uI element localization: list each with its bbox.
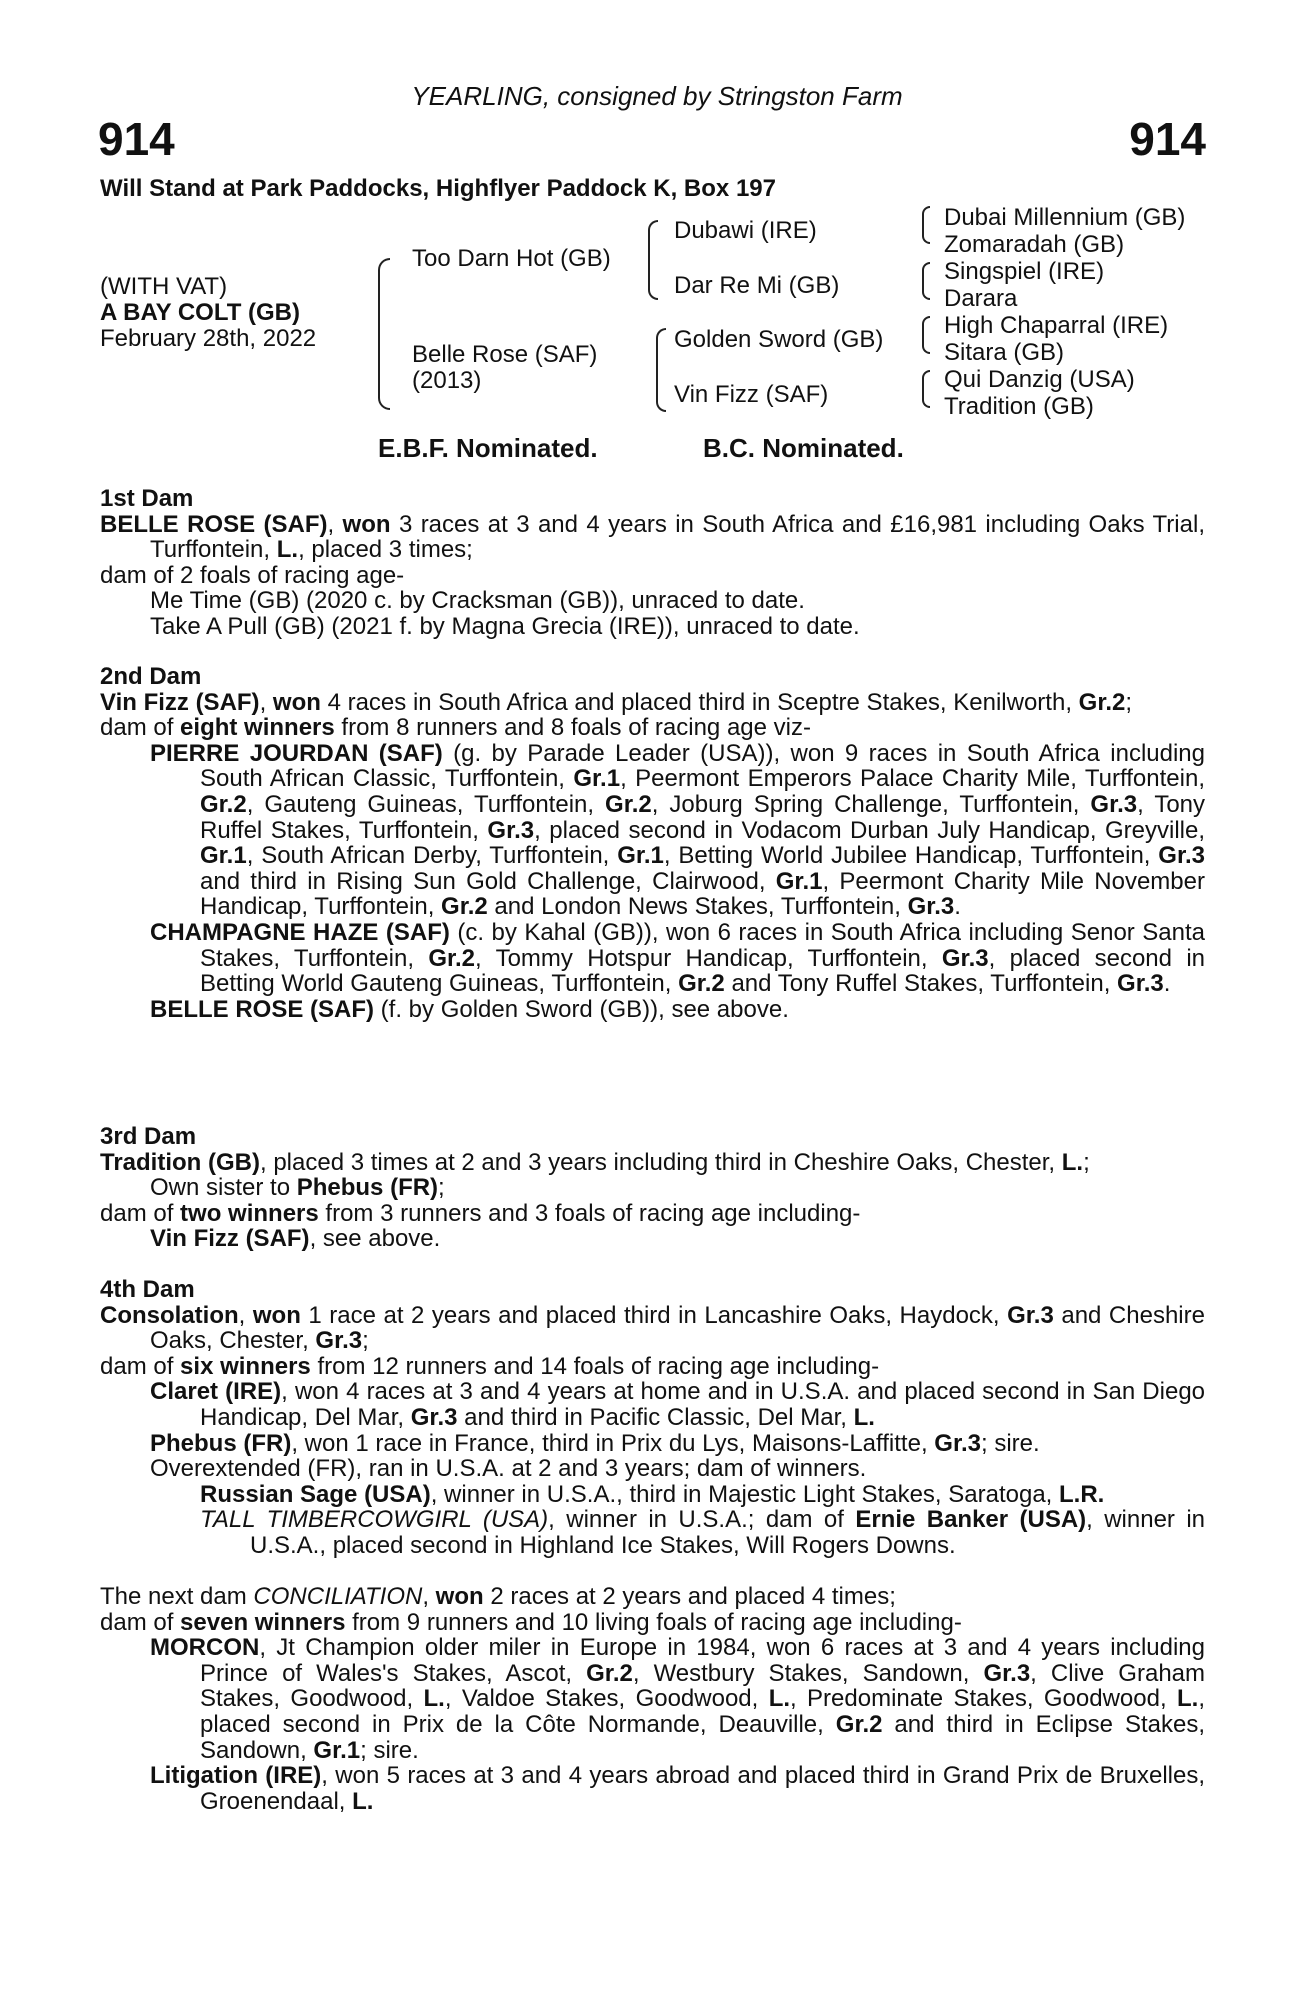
pedigree-dds: Qui Danzig (USA) xyxy=(944,366,1135,393)
second-dam-won: won xyxy=(272,688,321,716)
morcon-name: MORCON xyxy=(150,1634,260,1662)
next-dam-dam-of: dam of xyxy=(100,1608,181,1636)
mo-text-1: , Jt Champion older miler in Europe in 1984, won 6 races at 3 and 4 years including Prince of Wales's Stakes, Ascot, xyxy=(200,1634,1205,1687)
vin-fizz-entry xyxy=(100,1226,1205,1252)
champagne-haze-name: CHAMPAGNE HAZE (SAF) xyxy=(150,918,450,946)
ch-text-4: and Tony Ruffel Stakes, Turffontein, xyxy=(724,970,1118,998)
belle-rose-entry xyxy=(100,997,1205,1023)
russian-sage-name: Russian Sage (USA) xyxy=(200,1480,431,1508)
ch-text-3: , placed second in Betting World Gauteng Guineas, Turffontein, xyxy=(200,944,1205,998)
next-dam-name: CONCILIATION xyxy=(253,1583,423,1610)
pj-text-10: , Peermont Charity Mile November Handicap, Turffontein, xyxy=(200,867,1205,921)
ch-grade-2: Gr.3 xyxy=(941,944,989,972)
pedigree-sds: Singspiel (IRE) xyxy=(944,258,1105,285)
stand-location: Will Stand at Park Paddocks, Highflyer Paddock K, Box 197 xyxy=(100,175,776,202)
pedigree-brace-sd xyxy=(922,262,930,300)
third-dam-text: , placed 3 times at 2 and 3 years including third in Cheshire Oaks, Chester, xyxy=(259,1148,1062,1176)
lot-number-right: 914 xyxy=(1129,113,1206,165)
belle-rose-name: BELLE ROSE (SAF) xyxy=(150,995,375,1023)
ph-text-1: , won 1 race in France, third in Prix du Lys, Maisons-Laffitte, xyxy=(291,1429,935,1457)
next-dam-section xyxy=(100,1584,1205,1814)
third-dam-winners: two winners xyxy=(180,1199,319,1227)
fourth-dam-text3: ; xyxy=(362,1327,369,1355)
sister-pre: Own sister to xyxy=(150,1174,297,1202)
sister-post: ; xyxy=(438,1174,445,1202)
second-dam-dam-of: dam of xyxy=(100,714,181,742)
ch-text-5: . xyxy=(1163,970,1171,998)
pj-text-6: , placed second in Vodacom Durban July Handicap, Greyville, xyxy=(534,816,1205,844)
tt-text-1: , winner in U.S.A.; dam of xyxy=(548,1506,856,1534)
first-dam-foals: dam of 2 foals of racing age- xyxy=(100,561,405,589)
cl-text-1: , won 4 races at 3 and 4 years at home and in U.S.A. and placed second in San Diego Handicap, Del Mar, xyxy=(200,1378,1206,1431)
pedigree-sdd: Darara xyxy=(944,285,1018,312)
pedigree-brace-sire xyxy=(648,220,658,300)
mo-text-2: , Westbury Stakes, Sandown, xyxy=(632,1659,984,1687)
third-dam-listed: L. xyxy=(1061,1148,1084,1176)
pedigree-ddd: Tradition (GB) xyxy=(944,393,1094,420)
mo-grade-3: Gr.2 xyxy=(835,1710,883,1738)
rs-listed: L.R. xyxy=(1059,1480,1105,1508)
third-dam-dam-of: dam of xyxy=(100,1199,181,1227)
next-dam-record xyxy=(100,1584,1205,1610)
pedigree-dss: High Chaparral (IRE) xyxy=(944,312,1169,339)
pedigree-dam-sire: Golden Sword (GB) xyxy=(674,326,884,353)
second-dam-grade: Gr.2 xyxy=(1078,688,1126,716)
first-dam-listed: L. xyxy=(276,536,299,564)
second-dam-produce-summary xyxy=(100,715,1205,741)
ebf-nominated: E.B.F. Nominated. xyxy=(378,433,598,463)
pj-grade-4: Gr.3 xyxy=(1090,790,1138,818)
pj-text-7: , South African Derby, Turffontein, xyxy=(246,842,618,870)
lot-number-left: 914 xyxy=(98,113,175,165)
fourth-dam-grade-2: Gr.3 xyxy=(315,1327,363,1355)
fourth-dam-runners: from 12 runners and 14 foals of racing age including- xyxy=(310,1352,880,1380)
pj-grade-2: Gr.2 xyxy=(200,790,247,818)
fourth-dam-won: won xyxy=(252,1301,301,1329)
pj-text-11: and London News Stakes, Turffontein, xyxy=(487,893,908,921)
pj-grade-11: Gr.3 xyxy=(907,893,955,921)
claret-name: Claret (IRE) xyxy=(150,1378,282,1406)
first-dam-produce-2: Take A Pull (GB) (2021 f. by Magna Grecia (IRE)), unraced to date. xyxy=(150,612,860,640)
pj-text-8: , Betting World Jubilee Handicap, Turffontein, xyxy=(663,842,1159,870)
claret-entry xyxy=(100,1379,1205,1430)
vin-fizz-name: Vin Fizz (SAF) xyxy=(150,1225,310,1253)
mo-text-6: , placed second in Prix de la Côte Normande, Deauville, xyxy=(200,1685,1205,1738)
overextended-entry: Overextended (FR), ran in U.S.A. at 2 and 3 years; dam of winners. xyxy=(150,1455,867,1483)
consigned-line: YEARLING, consigned by Stringston Farm xyxy=(411,81,903,111)
li-listed: L. xyxy=(352,1787,374,1815)
mo-listed-1: L. xyxy=(423,1685,445,1713)
pedigree-brace-ds xyxy=(922,316,930,354)
mo-text-5: , Predominate Stakes, Goodwood, xyxy=(790,1685,1177,1713)
sister-name: Phebus (FR) xyxy=(296,1174,439,1202)
fourth-dam-record: Consolation, won 1 race at 2 years and placed third in Lancashire Oaks, Haydock, Gr.3 and Cheshire Oaks, Chester, Gr.3; xyxy=(100,1301,1205,1355)
third-dam-heading: 3rd Dam xyxy=(100,1123,197,1150)
horse-name: A BAY COLT (GB) xyxy=(100,299,301,326)
second-dam-text: 4 races in South Africa and placed third in Sceptre Stakes, Kenilworth, xyxy=(320,688,1079,716)
li-text-1: , won 5 races at 3 and 4 years abroad and placed third in Grand Prix de Bruxelles, Groenendaal, xyxy=(200,1762,1205,1815)
fourth-dam-grade-1: Gr.3 xyxy=(1007,1301,1054,1329)
ch-grade-1: Gr.2 xyxy=(428,944,476,972)
pj-grade-6: Gr.1 xyxy=(200,842,247,870)
first-dam-produce-1: Me Time (GB) (2020 c. by Cracksman (GB)), unraced to date. xyxy=(150,587,805,615)
russian-sage-entry xyxy=(100,1482,1205,1508)
next-dam-pre: The next dam xyxy=(100,1583,254,1610)
first-dam-name: BELLE ROSE (SAF) xyxy=(100,510,328,538)
pedigree-brace-dd xyxy=(922,370,930,408)
pj-text-1: (g. by Parade Leader (USA)), won 9 races in South Africa including South African Classic, Turffontein, xyxy=(200,739,1206,793)
ph-text-2: ; sire. xyxy=(980,1429,1040,1457)
pedigree-brace-main xyxy=(378,258,390,410)
fourth-dam-winners: six winners xyxy=(180,1352,311,1380)
fourth-dam-text2: and Cheshire Oaks, Chester, xyxy=(150,1301,1205,1355)
pedigree-sire-dam: Dar Re Mi (GB) xyxy=(674,272,840,299)
fourth-dam-dam-of: dam of xyxy=(100,1352,181,1380)
pedigree-brace-dam xyxy=(656,328,666,412)
litigation-name: Litigation (IRE) xyxy=(150,1762,322,1790)
mo-grade-4: Gr.1 xyxy=(313,1736,361,1764)
horse-dob: February 28th, 2022 xyxy=(100,325,317,352)
first-dam-text: 3 races at 3 and 4 years in South Africa and £16,981 including Oaks Trial, Turffontein, xyxy=(150,510,1205,564)
next-dam-text: 2 races at 2 years and placed 4 times; xyxy=(483,1583,896,1610)
fourth-dam-produce-summary xyxy=(100,1354,1205,1380)
pj-text-2: , Peermont Emperors Palace Charity Mile, Turffontein, xyxy=(620,765,1205,793)
pj-text-5: , Tony Ruffel Stakes, Turffontein, xyxy=(200,790,1206,844)
third-dam-sister xyxy=(100,1175,1205,1201)
mo-text-4: , Valdoe Stakes, Goodwood, xyxy=(444,1685,769,1713)
champagne-haze-entry xyxy=(100,920,1205,997)
fourth-dam-text: 1 race at 2 years and placed third in Lancashire Oaks, Haydock, xyxy=(300,1301,1008,1329)
second-dam-heading: 2nd Dam xyxy=(100,663,202,690)
tall-timbercowgirl-name: TALL TIMBERCOWGIRL (USA) xyxy=(200,1506,549,1534)
pedigree-dsd: Sitara (GB) xyxy=(944,339,1065,366)
first-dam-text2: , placed 3 times; xyxy=(298,536,473,564)
third-dam-section xyxy=(100,1124,1205,1252)
pedigree-sire: Too Darn Hot (GB) xyxy=(412,245,611,272)
mo-grade-2: Gr.3 xyxy=(983,1659,1031,1687)
pedigree-brace-ss xyxy=(922,206,930,244)
second-dam-text2: ; xyxy=(1125,688,1133,716)
pj-grade-8: Gr.3 xyxy=(1158,842,1205,870)
second-dam-runners: from 8 runners and 8 foals of racing age viz- xyxy=(334,714,811,742)
pierre-jourdan-entry xyxy=(100,741,1205,920)
next-dam-produce-summary xyxy=(100,1610,1205,1636)
pj-grade-1: Gr.1 xyxy=(573,765,621,793)
next-dam-won: won xyxy=(435,1583,484,1610)
fourth-dam-name: Consolation xyxy=(100,1301,239,1329)
next-dam-winners: seven winners xyxy=(180,1608,346,1636)
second-dam-record: Vin Fizz (SAF), won 4 races in South Africa and placed third in Sceptre Stakes, Kenilworth, Gr.2; xyxy=(100,688,1133,716)
pj-text-3: , Gauteng Guineas, Turffontein, xyxy=(246,790,606,818)
third-dam-name: Tradition (GB) xyxy=(100,1148,260,1176)
phebus-name: Phebus (FR) xyxy=(150,1429,292,1457)
first-dam-record: BELLE ROSE (SAF), won 3 races at 3 and 4 years in South Africa and £16,981 including Oaks Trial, Turffontein, L., placed 3 times; xyxy=(100,510,1205,564)
pj-grade-3: Gr.2 xyxy=(605,790,652,818)
morcon-entry xyxy=(100,1635,1205,1763)
mo-grade-1: Gr.2 xyxy=(586,1659,633,1687)
pj-grade-7: Gr.1 xyxy=(617,842,664,870)
rs-text-1: , winner in U.S.A., third in Majestic Light Stakes, Saratoga, xyxy=(430,1480,1060,1508)
br-text-1: (f. by Golden Sword (GB)), see above. xyxy=(374,995,789,1023)
pj-grade-5: Gr.3 xyxy=(487,816,535,844)
pj-grade-10: Gr.2 xyxy=(441,893,488,921)
pedigree-sss: Dubai Millennium (GB) xyxy=(944,204,1186,231)
pedigree-dam: Belle Rose (SAF) xyxy=(412,341,598,368)
mo-text-3: , Clive Graham Stakes, Goodwood, xyxy=(200,1659,1206,1713)
tall-timbercowgirl-entry xyxy=(100,1507,1205,1558)
cl-text-2: and third in Pacific Classic, Del Mar, xyxy=(457,1403,854,1431)
fourth-dam-section xyxy=(100,1277,1205,1559)
third-dam-text2: ; xyxy=(1083,1148,1090,1176)
pedigree-ssd: Zomaradah (GB) xyxy=(944,231,1125,258)
fourth-dam-heading: 4th Dam xyxy=(100,1276,195,1303)
first-dam-heading: 1st Dam xyxy=(100,485,194,512)
pj-grade-9: Gr.1 xyxy=(775,867,823,895)
next-dam-runners: from 9 runners and 10 living foals of racing age including- xyxy=(345,1608,962,1636)
second-dam-name: Vin Fizz (SAF) xyxy=(100,688,260,716)
ch-text-2: , Tommy Hotspur Handicap, Turffontein, xyxy=(475,944,942,972)
pedigree-dam-dam: Vin Fizz (SAF) xyxy=(674,381,829,408)
third-dam-produce-summary xyxy=(100,1201,1205,1227)
litigation-entry xyxy=(100,1763,1205,1814)
vf-text-1: , see above. xyxy=(309,1225,441,1253)
phebus-entry xyxy=(100,1431,1205,1457)
next-dam-sep: , xyxy=(422,1583,436,1610)
third-dam-runners: from 3 runners and 3 foals of racing age including- xyxy=(318,1199,861,1227)
ch-grade-4: Gr.3 xyxy=(1117,970,1164,998)
cl-listed: L. xyxy=(853,1403,875,1431)
eb-text-1: , winner in U.S.A., placed second in Highland Ice Stakes, Will Rogers Downs. xyxy=(250,1506,1205,1559)
bc-nominated: B.C. Nominated. xyxy=(703,433,904,463)
second-dam-winners: eight winners xyxy=(180,714,335,742)
first-dam-won: won xyxy=(342,510,391,538)
pedigree-sire-sire: Dubawi (IRE) xyxy=(674,217,817,244)
pj-text-12: . xyxy=(954,893,961,921)
third-dam-record xyxy=(100,1150,1205,1176)
mo-listed-2: L. xyxy=(768,1685,791,1713)
vat-note: (WITH VAT) xyxy=(100,273,228,300)
first-dam-section xyxy=(100,486,1205,640)
ph-grade-1: Gr.3 xyxy=(934,1429,981,1457)
mo-text-8: ; sire. xyxy=(360,1736,419,1764)
ch-text-1: (c. by Kahal (GB)), won 6 races in South Africa including Senor Santa Stakes, Turffontein, xyxy=(200,918,1206,972)
pj-text-4: , Joburg Spring Challenge, Turffontein, xyxy=(651,790,1091,818)
second-dam-section xyxy=(100,664,1205,1022)
mo-text-7: and third in Eclipse Stakes, Sandown, xyxy=(200,1710,1206,1764)
ernie-banker-name: Ernie Banker (USA) xyxy=(855,1506,1087,1534)
mo-listed-3: L. xyxy=(1176,1685,1199,1713)
pedigree-dam-year: (2013) xyxy=(412,367,482,394)
pj-text-9: and third in Rising Sun Gold Challenge, Clairwood, xyxy=(200,867,776,895)
pierre-jourdan-name: PIERRE JOURDAN (SAF) xyxy=(150,739,443,767)
ch-grade-3: Gr.2 xyxy=(678,970,725,998)
cl-grade-1: Gr.3 xyxy=(410,1403,458,1431)
